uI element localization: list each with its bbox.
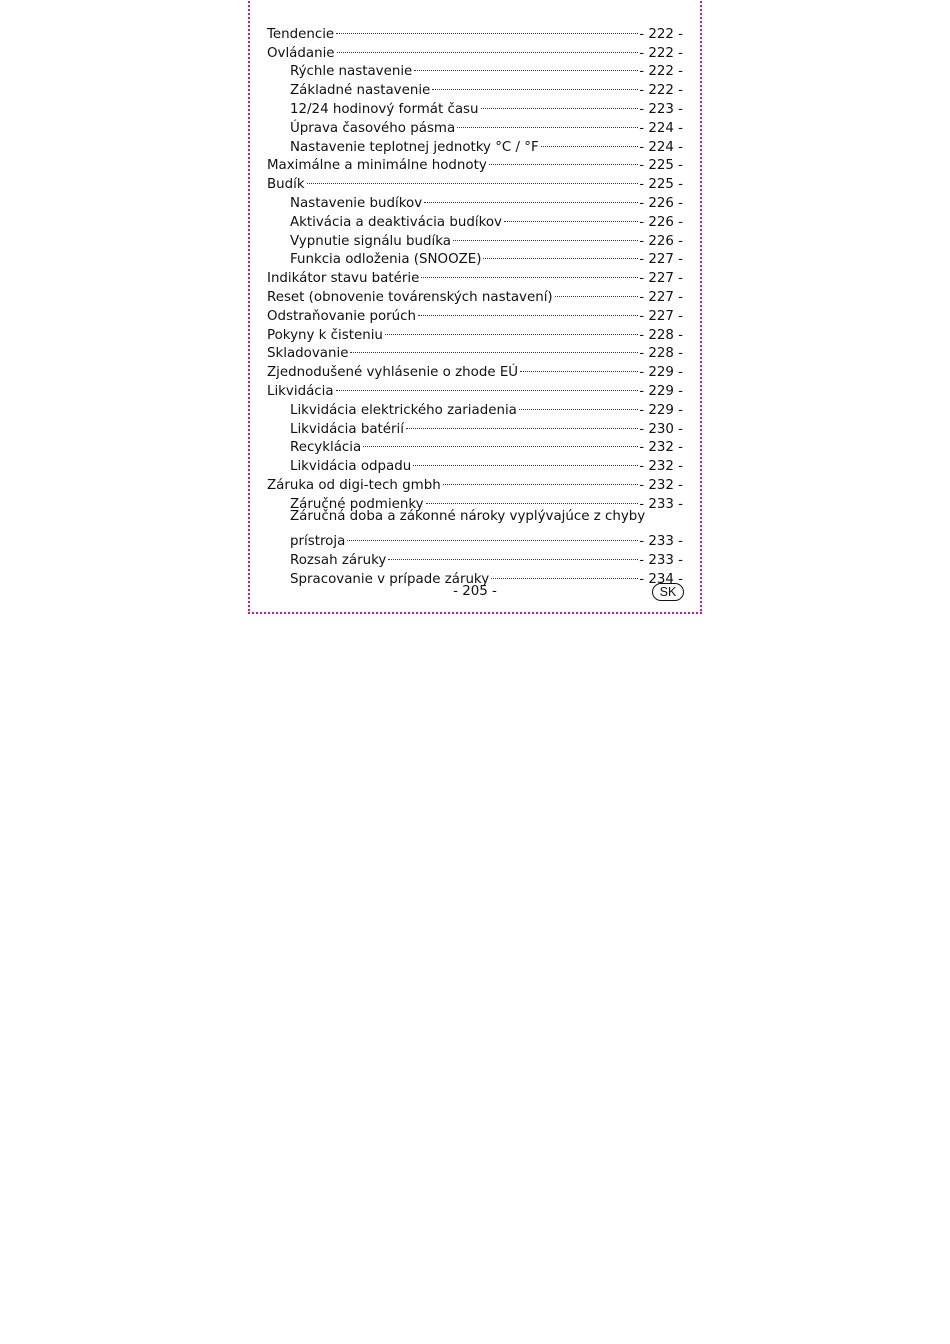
toc-entry-page: - 227 - xyxy=(639,271,683,287)
toc-entry-page: - 226 - xyxy=(639,195,683,211)
toc-entry-title: Likvidácia elektrického zariadenia xyxy=(290,402,517,418)
toc-dot-leader xyxy=(337,38,639,57)
toc-dot-leader xyxy=(421,263,638,282)
toc-dot-leader xyxy=(307,169,639,188)
toc-entry-page: - 222 - xyxy=(639,83,683,99)
toc-entry xyxy=(267,169,683,193)
toc-entry-title: Recyklácia xyxy=(290,440,362,456)
toc-entry-page: - 225 - xyxy=(639,177,683,193)
toc-entry-title-line1: Záručná doba a zákonné nároky vyplývajúce z chyby xyxy=(290,508,646,524)
toc-entry-title: Pokyny k čisteniu xyxy=(267,327,383,343)
toc-dot-leader xyxy=(347,527,638,546)
page-number: - 205 - xyxy=(453,584,497,599)
toc-dot-leader xyxy=(385,320,638,339)
toc-dot-leader xyxy=(555,282,639,301)
toc-dot-leader xyxy=(424,188,638,207)
toc-dot-leader xyxy=(481,94,639,113)
toc-entry-page: - 227 - xyxy=(639,289,683,305)
toc-dot-leader xyxy=(406,414,638,433)
toc-entry xyxy=(267,19,683,42)
toc-entry-title: Záruka od digi-tech gmbh xyxy=(267,477,441,493)
toc-entry-title: Tendencie xyxy=(267,26,335,42)
toc-entry-line2 xyxy=(290,527,683,550)
toc-entry xyxy=(267,188,683,211)
toc-entry-page: - 233 - xyxy=(639,496,683,512)
toc-entry-title: Skladovanie xyxy=(267,346,349,362)
toc-dot-leader xyxy=(388,545,638,564)
toc-entry-wrapped xyxy=(267,508,683,550)
toc-entry-page: - 227 - xyxy=(639,308,683,324)
toc-dot-leader xyxy=(350,339,638,358)
toc-entry-title: Nastavenie budíkov xyxy=(290,195,423,211)
toc-entry-title: Ovládanie xyxy=(267,45,335,61)
toc-entry-title: Vypnutie signálu budíka xyxy=(290,233,451,249)
toc-dot-leader xyxy=(491,564,638,583)
toc-dot-leader xyxy=(541,132,639,151)
toc-dot-leader xyxy=(413,451,638,470)
toc-entry-page: - 229 - xyxy=(639,383,683,399)
toc-entry-page: - 222 - xyxy=(639,26,683,42)
toc-entry-title: Základné nastavenie xyxy=(290,83,431,99)
toc-entry-title: Spracovanie v prípade záruky xyxy=(290,571,490,587)
toc-dot-leader xyxy=(418,301,638,320)
toc-entry-page: - 232 - xyxy=(639,440,683,456)
toc-dot-leader xyxy=(426,489,639,508)
toc-entry-title: Likvidácia batérií xyxy=(290,421,404,437)
toc-entry-title: Aktivácia a deaktivácia budíkov xyxy=(290,214,502,230)
toc-entry-title: 12/24 hodinový formát času xyxy=(290,101,479,117)
toc-dot-leader xyxy=(504,207,638,226)
toc-entry-page: - 229 - xyxy=(639,365,683,381)
toc-entry-page: - 230 - xyxy=(639,421,683,437)
toc-dot-leader xyxy=(489,151,638,170)
toc-entry-title-line2: prístroja xyxy=(290,534,346,550)
table-of-contents xyxy=(267,19,683,587)
toc-entry-title: Maximálne a minimálne hodnoty xyxy=(267,158,487,174)
toc-entry-page: - 228 - xyxy=(639,327,683,343)
toc-entry-page: - 233 - xyxy=(639,553,683,569)
toc-entry-page: - 229 - xyxy=(639,402,683,418)
toc-entry-title: Rozsah záruky xyxy=(290,553,387,569)
toc-entry-page: - 222 - xyxy=(639,45,683,61)
toc-dot-leader xyxy=(519,395,638,414)
toc-entry-page: - 222 - xyxy=(639,64,683,80)
toc-entry-title: Budík xyxy=(267,177,305,193)
toc-entry-page: - 232 - xyxy=(639,459,683,475)
toc-dot-leader xyxy=(520,357,638,376)
toc-entry-title: Záručné podmienky xyxy=(290,496,424,512)
toc-entry-title: Likvidácia odpadu xyxy=(290,459,412,475)
toc-entry-page: - 226 - xyxy=(639,233,683,249)
toc-dot-leader xyxy=(336,376,639,395)
toc-entry-page: - 224 - xyxy=(639,120,683,136)
toc-entry-title: Zjednodušené vyhlásenie o zhode EÚ xyxy=(267,365,519,381)
toc-entry-page: - 232 - xyxy=(639,477,683,493)
toc-entry-title: Likvidácia xyxy=(267,383,334,399)
toc-entry-page: - 228 - xyxy=(639,346,683,362)
toc-dot-leader xyxy=(443,470,639,489)
toc-dot-leader xyxy=(457,113,638,132)
language-badge: SK xyxy=(652,583,684,601)
toc-dot-leader xyxy=(336,19,638,38)
toc-entry-page: - 223 - xyxy=(639,101,683,117)
toc-dot-leader xyxy=(432,75,638,94)
toc-entry-title: Rýchle nastavenie xyxy=(290,64,413,80)
toc-dot-leader xyxy=(414,57,638,76)
toc-entry-title: Odstraňovanie porúch xyxy=(267,308,417,324)
toc-entry-title: Úprava časového pásma xyxy=(290,120,456,136)
toc-entry-title: Indikátor stavu batérie xyxy=(267,271,420,287)
toc-entry-page: - 226 - xyxy=(639,214,683,230)
toc-dot-leader xyxy=(453,226,638,245)
toc-entry-page: - 227 - xyxy=(639,252,683,268)
toc-entry-title: Nastavenie teplotnej jednotky °C / °F xyxy=(290,139,539,155)
toc-entry-page: - 234 - xyxy=(639,571,683,587)
toc-dot-leader xyxy=(483,245,638,264)
toc-dot-leader xyxy=(363,433,638,452)
toc-entry-title: Reset (obnovenie továrenských nastavení) xyxy=(267,289,553,305)
toc-entry-page: - 233 - xyxy=(639,534,683,550)
toc-entry-page: - 224 - xyxy=(639,139,683,155)
toc-entry-title: Funkcia odloženia (SNOOZE) xyxy=(290,252,482,268)
toc-entry-page: - 225 - xyxy=(639,158,683,174)
